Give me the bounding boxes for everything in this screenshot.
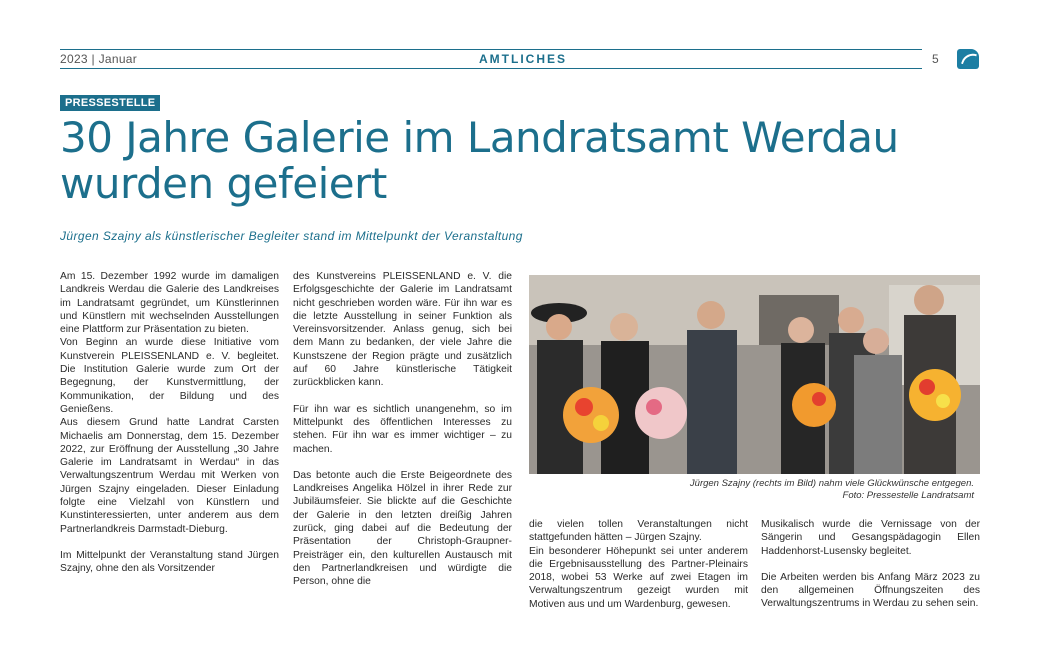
paragraph: des Kunstvereins PLEISSENLAND e. V. die Erfolgsgeschichte der Galerie im Landratsamt nicht geschrieben worden wäre. Für ihn war es die letzte Ausstellung in seiner Funktion als Vereinsvorsitzender. Anlass genug, sich bei dem Mann zu bedanken, der viele Jahre die Kunstszene der Region prägte und zusätzlich auf 60 Jahre künstlerische Tätigkeit zurückblicken kann. xyxy=(293,271,512,389)
paragraph: Im Mittelpunkt der Veranstaltung stand Jürgen Szajny, ohne den als Vorsitzender xyxy=(60,549,279,575)
title-line-2: wurden gefeiert xyxy=(60,159,387,208)
paragraph: Das betonte auch die Erste Beigeordnete des Landkreises Angelika Hölzel in ihrer Rede zur Jubiläumsfeier. Sie blickte auf die Geschichte der Galerie in den letzten dreißig Jahren zurück, ging dabei auf die Bedeutung der Präsentation der Christoph-Graupner-Preisträger ein, den kulturellen Austausch mit den Partnerlandkreisen und würdigte die Person, ohne die xyxy=(293,469,512,588)
event-photo-illustration xyxy=(529,275,980,474)
paragraph: Aus diesem Grund hatte Landrat Carsten Michaelis am Donnerstag, dem 15. Dezember 2022, zur Eröffnung der Ausstellung „30 Jahre Galerie im Landratsamt in Werdau“ in das Verwaltungszentrum Werdau mit Werken von Jürgen Szajny eingeladen. Dieser Einladung folgte eine Vielzahl von Künstlern und Kunstinteressierten, unter anderem aus dem Partnerlandkreis Darmstadt-Dieburg. xyxy=(60,417,279,535)
paragraph: Die Arbeiten werden bis Anfang März 2023 zu den allgemeinen Öffnungszeiten des Verwaltungszentrums in Werdau zu sehen sein. xyxy=(761,571,980,610)
district-logo-icon xyxy=(957,49,979,69)
paragraph: Musikalisch wurde die Vernissage von der Sängerin und Gesangspädagogin Ellen Haddenhorst-Lusensky begleitet. xyxy=(761,519,980,557)
text-column-2 xyxy=(293,270,512,589)
article-subtitle: Jürgen Szajny als künstlerischer Begleiter stand im Mittelpunkt der Veranstaltung xyxy=(60,229,523,243)
paragraph: Von Beginn an wurde diese Initiative vom Kunstverein PLEISSENLAND e. V. begleitet. Die Institution Galerie wurde zum Ort der Begegnung, der Kunstvermittlung, der Kommunikation, der Bildung und des Genießens. xyxy=(60,337,279,415)
text-column-1 xyxy=(60,270,279,576)
paragraph: die vielen tollen Veranstaltungen nicht stattgefunden hätten – Jürgen Szajny. xyxy=(529,519,748,544)
issue-date: 2023 | Januar xyxy=(60,52,138,66)
category-tag: PRESSESTELLE xyxy=(60,95,160,111)
caption-text: Jürgen Szajny (rechts im Bild) nahm viele Glückwünsche entgegen. xyxy=(689,478,974,489)
paragraph: Ein besonderer Höhepunkt sei unter anderem die Ergebnisausstellung des Partner-Pleinairs 2018, wobei 53 Werke auf zwei Etagen im Verwaltungszentrum gezeigt wurden mit Motiven aus und um Wardenburg, gewesen. xyxy=(529,545,748,610)
header-rule-bottom xyxy=(60,68,922,69)
page-number: 5 xyxy=(932,52,939,66)
paragraph: Für ihn war es sichtlich unangenehm, so im Mittelpunkt des öffentlichen Interesses zu stehen. Für ihn war es immer wichtiger – zu machen. xyxy=(293,403,512,455)
title-line-1: 30 Jahre Galerie im Landratsamt Werdau xyxy=(60,113,899,162)
event-photo xyxy=(529,275,980,474)
photo-credit: Foto: Pressestelle Landratsamt xyxy=(842,490,974,501)
article-title xyxy=(60,115,960,207)
paragraph: Am 15. Dezember 1992 wurde im damaligen Landkreis Werdau die Galerie des Landkreises im Landratsamt gegründet, um Künstlerinnen und Künstlern mit wechselnden Ausstellungen eine Plattform zur Präsentation zu bieten. xyxy=(60,271,279,336)
text-column-4 xyxy=(761,518,980,611)
text-column-3 xyxy=(529,518,748,611)
photo-caption xyxy=(529,478,974,502)
header-rule-top xyxy=(60,49,922,50)
section-title: AMTLICHES xyxy=(479,52,567,66)
